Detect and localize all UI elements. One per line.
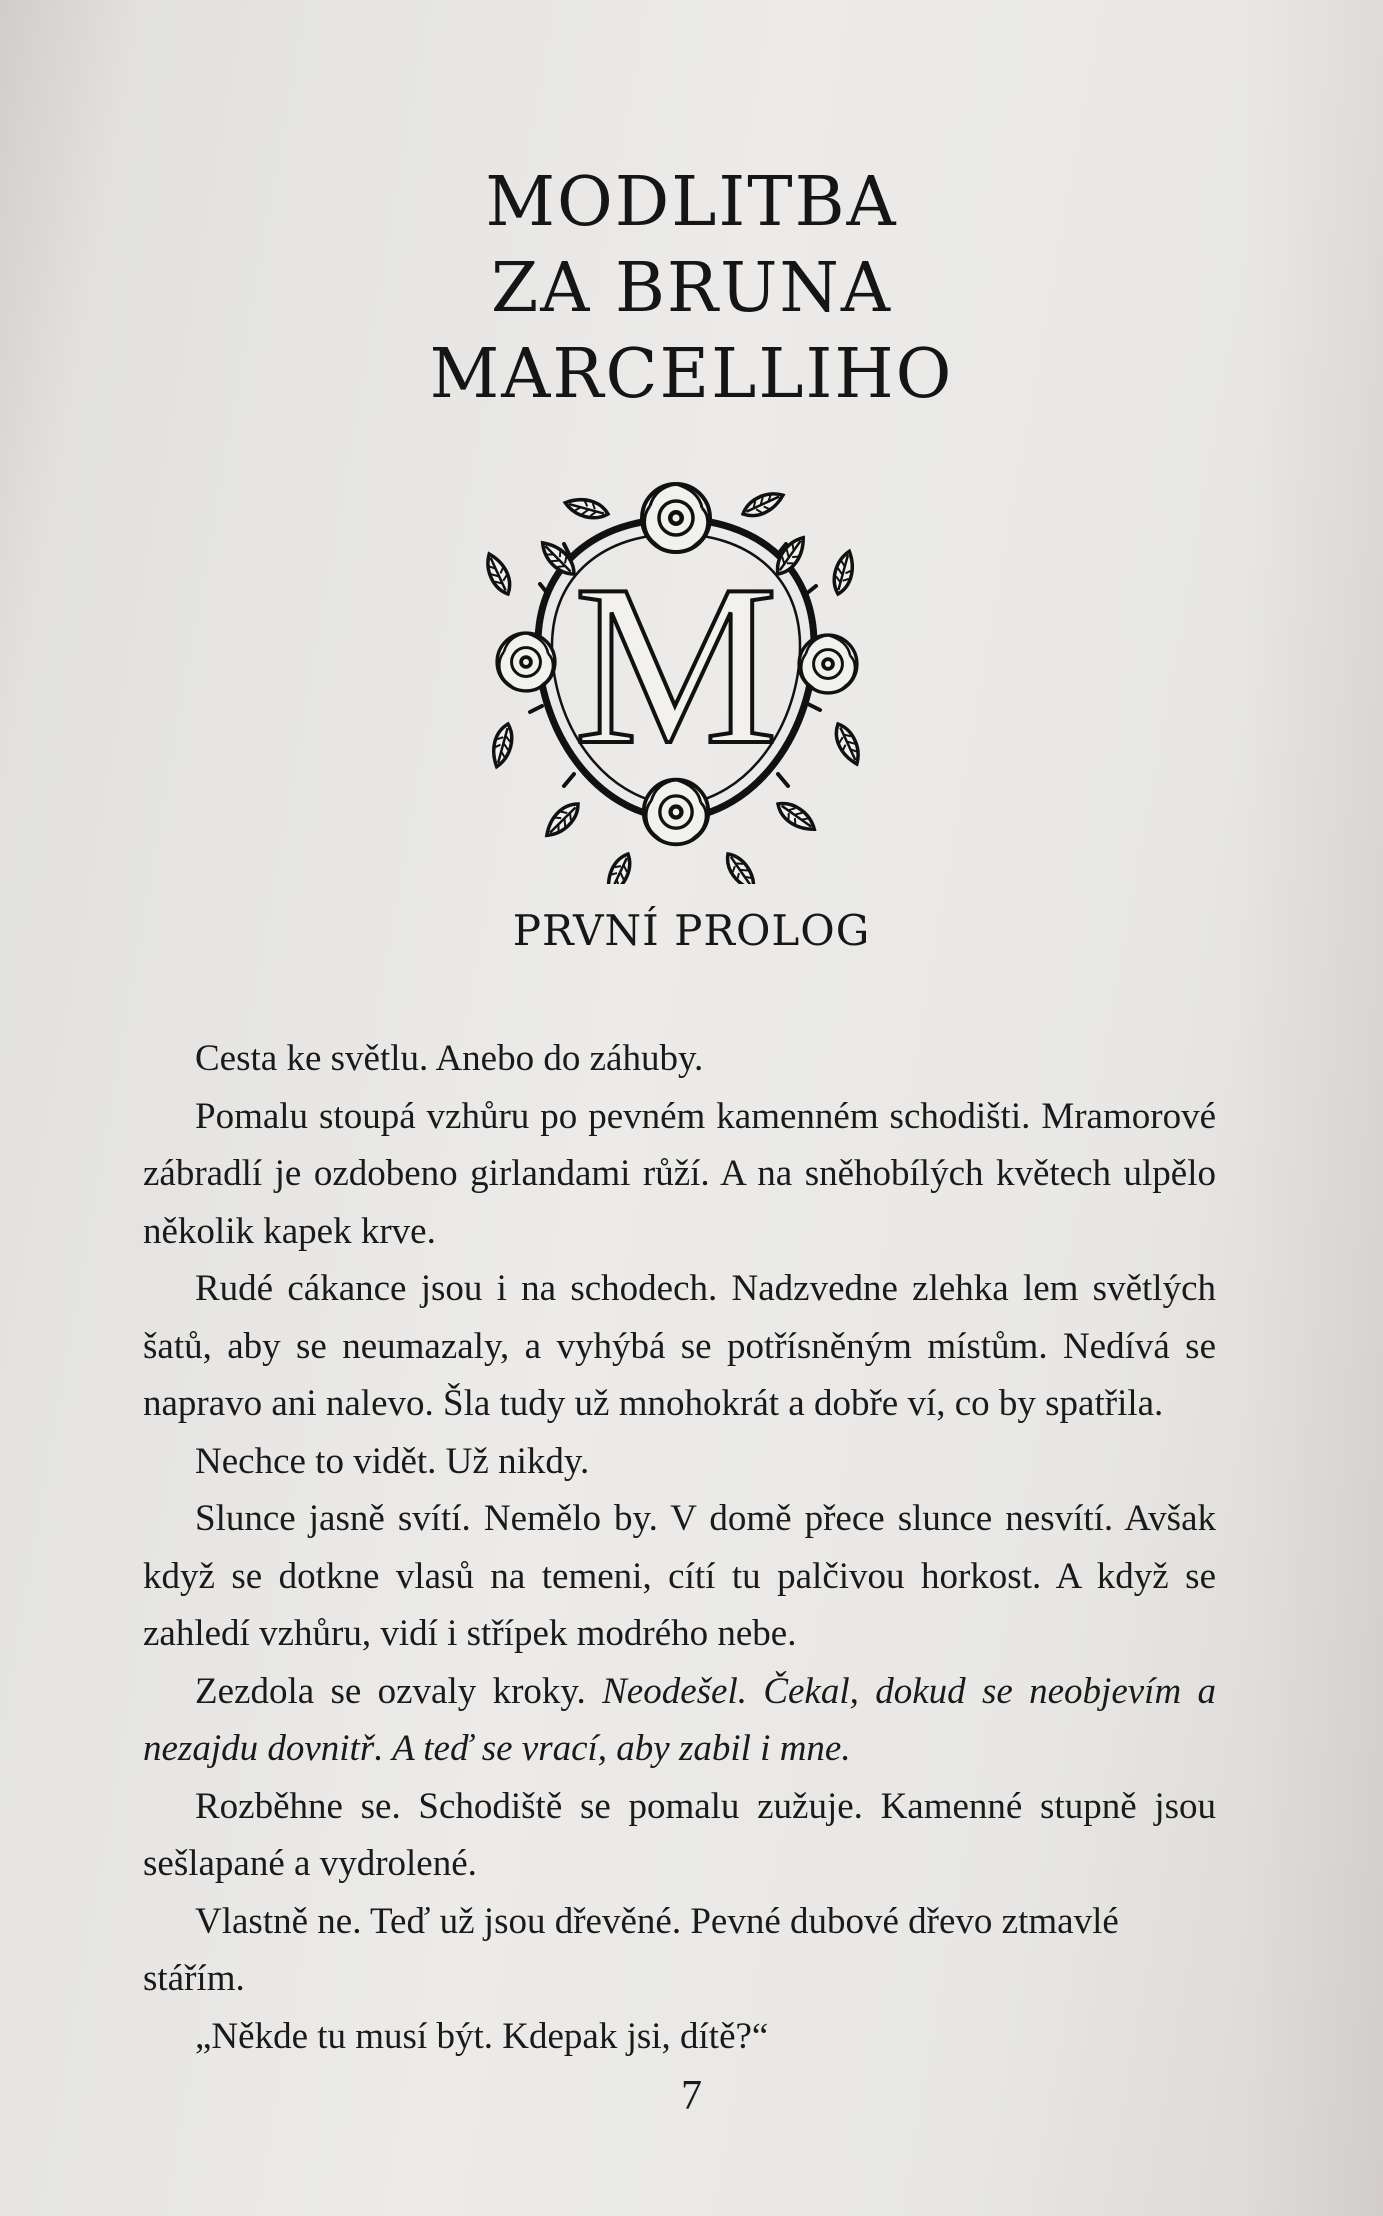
paragraph-7: Rozběhne se. Schodiště se pomalu zužuje. Kamenné stupně jsou sešlapané a vydrolené. xyxy=(143,1785,1216,1884)
section-subtitle: PRVNÍ PROLOG xyxy=(512,906,871,955)
paragraph-1: Cesta ke světlu. Anebo do záhuby. xyxy=(195,1038,704,1079)
rose-wreath-initial-icon xyxy=(478,474,874,884)
paragraph-6-italic-text: Neodešel. Čekal, dokud se neobjevím a nezajdu dovnitř. A teď se vrací, aby zabil i mne. xyxy=(143,1670,1217,1769)
paragraph-5: Slunce jasně svítí. Nemělo by. V domě přece slunce nesvítí. Avšak když se dotkne vlasů na temeni, cítí tu palčivou horkost. A když se zahledí vzhůru, vidí i střípek modrého nebe. xyxy=(143,1498,1216,1654)
paragraph-6 xyxy=(143,1663,1216,1778)
body-text xyxy=(143,1030,1216,2065)
paragraph-3: Rudé cákance jsou i na schodech. Nadzvedne zlehka lem světlých šatů, aby se neumazaly, a vyhýbá se potřísněným místům. Nedívá se napravo ani nalevo. Šla tudy už mnohokrát a dobře ví, co by spatřila. xyxy=(143,1268,1216,1424)
paragraph-8: Vlastně ne. Teď už jsou dřevěné. Pevné dubové dřevo ztmavlé stářím. xyxy=(143,1900,1119,1999)
paragraph-6-text: Zezdola se ozvaly kroky. xyxy=(195,1670,603,1712)
page-number: 7 xyxy=(681,2073,702,2119)
chapter-title xyxy=(0,160,1383,418)
chapter-title-line-3: MARCELLIHO xyxy=(429,335,954,414)
paragraph-2: Pomalu stoupá vzhůru po pevném kamenném schodišti. Mramorové zábradlí je ozdobeno girlandami růží. A na sněhobílých květech ulpělo několik kapek krve. xyxy=(143,1095,1216,1252)
paragraph-9: „Někde tu musí být. Kdepak jsi, dítě?“ xyxy=(195,2015,769,2057)
chapter-title-line-1: MODLITBA xyxy=(485,163,898,242)
paragraph-4: Nechce to vidět. Už nikdy. xyxy=(195,1440,590,1482)
chapter-title-line-2: ZA BRUNA xyxy=(490,249,893,328)
ornament-initial-letter: M xyxy=(573,537,779,792)
